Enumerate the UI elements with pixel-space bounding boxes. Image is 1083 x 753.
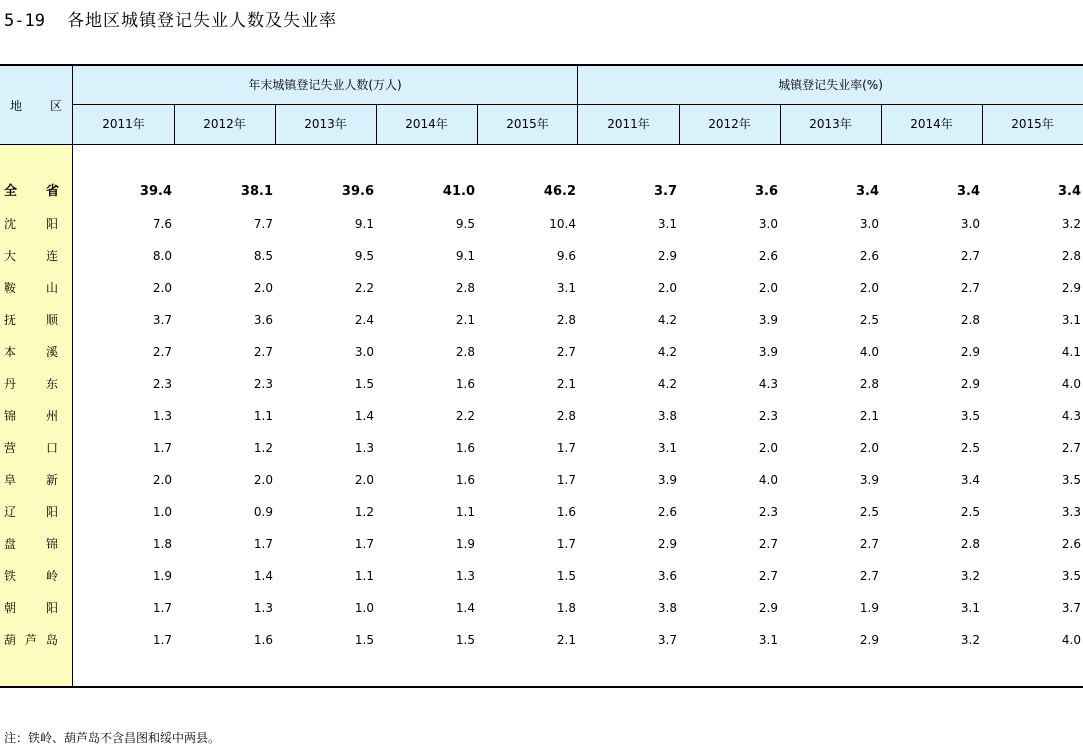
region-name bbox=[0, 400, 72, 432]
unemployment-rate-cell: 4.0 bbox=[859, 345, 879, 359]
unemployment-rate-cell: 3.0 bbox=[859, 217, 879, 231]
unemployment-rate-cell: 3.4 bbox=[1057, 184, 1081, 199]
rate-year-header: 2012年 bbox=[708, 117, 751, 131]
unemployed-count-cell: 1.7 bbox=[152, 441, 172, 455]
unemployment-rate-cell: 3.9 bbox=[758, 345, 778, 359]
region-name bbox=[0, 464, 72, 496]
unemployed-count-cell: 1.8 bbox=[152, 537, 172, 551]
unemployed-count-cell: 1.4 bbox=[455, 601, 475, 615]
region-header bbox=[0, 66, 72, 144]
unemployed-count-cell: 1.7 bbox=[253, 537, 273, 551]
region-name-char: 葫 bbox=[4, 633, 17, 647]
unemployed-count-cell: 1.6 bbox=[455, 441, 475, 455]
unemployed-count-cell: 1.9 bbox=[152, 569, 172, 583]
region-name-char: 溪 bbox=[46, 345, 59, 359]
unemployment-rate-cell: 2.8 bbox=[859, 377, 879, 391]
unemployed-count-cell: 9.5 bbox=[354, 249, 374, 263]
unemployment-rate-cell: 2.6 bbox=[758, 249, 778, 263]
region-name-char: 锦 bbox=[4, 409, 17, 423]
region-name-char: 阳 bbox=[46, 505, 59, 519]
unemployment-rate-cell: 2.7 bbox=[960, 281, 980, 295]
table-row bbox=[0, 432, 1083, 464]
unemployed-count-cell: 1.3 bbox=[354, 441, 374, 455]
unemployed-count-cell: 1.3 bbox=[253, 601, 273, 615]
unemployment-rate-cell: 2.8 bbox=[960, 537, 980, 551]
unemployment-rate-cell: 3.5 bbox=[1061, 473, 1081, 487]
region-name-char: 阳 bbox=[46, 601, 59, 615]
unemployed-count-cell: 1.1 bbox=[455, 505, 475, 519]
unemployed-count-cell: 2.1 bbox=[455, 313, 475, 327]
unemployment-rate-cell: 3.5 bbox=[960, 409, 980, 423]
unemployment-rate-cell: 2.9 bbox=[758, 601, 778, 615]
unemployed-count-cell: 3.6 bbox=[253, 313, 273, 327]
unemployed-count-cell: 1.7 bbox=[354, 537, 374, 551]
unemployed-count-cell: 39.4 bbox=[139, 184, 172, 199]
region-name-char: 岛 bbox=[46, 633, 59, 647]
unemployment-rate-cell: 4.0 bbox=[1061, 633, 1081, 647]
year-divider bbox=[477, 104, 478, 144]
region-name bbox=[0, 208, 72, 240]
year-divider bbox=[174, 104, 175, 144]
count-year-header: 2011年 bbox=[102, 117, 145, 131]
unemployed-count-cell: 2.1 bbox=[556, 377, 576, 391]
unemployment-rate-cell: 3.1 bbox=[960, 601, 980, 615]
unemployment-rate-cell: 3.6 bbox=[754, 184, 778, 199]
unemployment-rate-cell: 3.7 bbox=[657, 633, 677, 647]
unemployed-count-cell: 1.7 bbox=[152, 633, 172, 647]
unemployed-count-cell: 9.1 bbox=[455, 249, 475, 263]
unemployment-rate-cell: 3.1 bbox=[657, 217, 677, 231]
unemployed-count-cell: 1.5 bbox=[556, 569, 576, 583]
region-name-char: 新 bbox=[46, 473, 59, 487]
region-name bbox=[0, 272, 72, 304]
table-row bbox=[0, 240, 1083, 272]
year-divider bbox=[376, 104, 377, 144]
region-name-char: 铁 bbox=[4, 569, 17, 583]
region-name-char: 盘 bbox=[4, 537, 17, 551]
region-name-char: 抚 bbox=[4, 313, 17, 327]
unemployed-count-cell: 1.6 bbox=[556, 505, 576, 519]
unemployed-count-cell: 2.8 bbox=[556, 409, 576, 423]
unemployed-count-cell: 2.8 bbox=[455, 281, 475, 295]
unemployment-rate-cell: 1.9 bbox=[859, 601, 879, 615]
table-row bbox=[0, 496, 1083, 528]
region-name bbox=[0, 368, 72, 400]
unemployed-count-cell: 1.4 bbox=[253, 569, 273, 583]
unemployment-rate-cell: 2.0 bbox=[758, 441, 778, 455]
region-name-char: 阳 bbox=[46, 217, 59, 231]
unemployment-rate-cell: 4.2 bbox=[657, 313, 677, 327]
unemployed-count-cell: 1.5 bbox=[354, 633, 374, 647]
region-name-char: 沈 bbox=[4, 217, 17, 231]
region-header-char: 地 bbox=[10, 99, 23, 113]
unemployed-count-cell: 1.6 bbox=[455, 377, 475, 391]
year-divider bbox=[679, 104, 680, 144]
unemployment-rate-cell: 2.9 bbox=[657, 249, 677, 263]
unemployment-rate-cell: 4.0 bbox=[1061, 377, 1081, 391]
unemployed-count-cell: 2.4 bbox=[354, 313, 374, 327]
unemployed-count-cell: 10.4 bbox=[549, 217, 576, 231]
region-header-char: 区 bbox=[50, 99, 63, 113]
unemployment-rate-group-header: 城镇登记失业率(%) bbox=[778, 78, 883, 92]
unemployed-count-cell: 1.7 bbox=[556, 537, 576, 551]
unemployed-count-cell: 2.7 bbox=[556, 345, 576, 359]
unemployment-rate-cell: 4.1 bbox=[1061, 345, 1081, 359]
unemployment-rate-cell: 2.3 bbox=[758, 505, 778, 519]
table-row bbox=[0, 336, 1083, 368]
table-row bbox=[0, 304, 1083, 336]
table-number: 5-19 bbox=[4, 11, 45, 31]
unemployment-rate-cell: 2.7 bbox=[1061, 441, 1081, 455]
unemployed-count-cell: 9.6 bbox=[556, 249, 576, 263]
unemployed-count-cell: 1.1 bbox=[253, 409, 273, 423]
unemployed-count-cell: 1.0 bbox=[354, 601, 374, 615]
unemployed-count-cell: 2.2 bbox=[354, 281, 374, 295]
region-name-char: 全 bbox=[4, 184, 18, 199]
unemployment-rate-cell: 4.2 bbox=[657, 377, 677, 391]
region-name-char: 连 bbox=[46, 249, 59, 263]
unemployment-rate-cell: 2.7 bbox=[758, 537, 778, 551]
unemployment-rate-cell: 2.6 bbox=[1061, 537, 1081, 551]
table-title: 各地区城镇登记失业人数及失业率 bbox=[66, 11, 337, 31]
unemployed-count-cell: 1.8 bbox=[556, 601, 576, 615]
unemployment-rate-cell: 3.9 bbox=[758, 313, 778, 327]
table-row bbox=[0, 368, 1083, 400]
header-rule-2 bbox=[0, 144, 1083, 145]
table-row bbox=[0, 624, 1083, 656]
unemployed-count-cell: 1.7 bbox=[152, 601, 172, 615]
unemployed-count-cell: 3.1 bbox=[556, 281, 576, 295]
region-name bbox=[0, 528, 72, 560]
unemployed-count-cell: 1.6 bbox=[253, 633, 273, 647]
unemployment-rate-cell: 3.1 bbox=[758, 633, 778, 647]
unemployment-rate-cell: 2.9 bbox=[960, 345, 980, 359]
unemployed-count-group-header: 年末城镇登记失业人数(万人) bbox=[248, 78, 402, 92]
unemployment-rate-cell: 3.4 bbox=[956, 184, 980, 199]
unemployment-rate-cell: 4.2 bbox=[657, 345, 677, 359]
region-name-char: 营 bbox=[4, 441, 17, 455]
unemployed-count-cell: 8.5 bbox=[253, 249, 273, 263]
count-year-header: 2012年 bbox=[203, 117, 246, 131]
region-name-char: 丹 bbox=[4, 377, 17, 391]
unemployed-count-cell: 2.1 bbox=[556, 633, 576, 647]
region-name-char: 东 bbox=[46, 377, 59, 391]
unemployment-rate-cell: 2.0 bbox=[859, 281, 879, 295]
region-name-char: 辽 bbox=[4, 505, 17, 519]
region-name-char: 山 bbox=[46, 281, 59, 295]
unemployment-rate-cell: 3.4 bbox=[855, 184, 879, 199]
table-row bbox=[0, 592, 1083, 624]
count-year-header: 2015年 bbox=[506, 117, 549, 131]
unemployment-rate-cell: 2.6 bbox=[657, 505, 677, 519]
unemployed-count-cell: 38.1 bbox=[240, 184, 273, 199]
unemployed-count-cell: 2.0 bbox=[354, 473, 374, 487]
unemployed-count-cell: 1.3 bbox=[455, 569, 475, 583]
unemployment-rate-cell: 2.7 bbox=[859, 537, 879, 551]
unemployment-rate-cell: 2.9 bbox=[657, 537, 677, 551]
unemployment-rate-cell: 2.7 bbox=[859, 569, 879, 583]
region-name-char: 大 bbox=[4, 249, 17, 263]
year-divider bbox=[275, 104, 276, 144]
unemployment-rate-cell: 2.7 bbox=[960, 249, 980, 263]
rate-year-header: 2015年 bbox=[1011, 117, 1054, 131]
unemployment-rate-cell: 2.0 bbox=[758, 281, 778, 295]
unemployed-count-cell: 1.1 bbox=[354, 569, 374, 583]
region-name bbox=[0, 592, 72, 624]
data-table bbox=[0, 64, 1083, 688]
unemployment-rate-cell: 2.7 bbox=[758, 569, 778, 583]
table-row bbox=[0, 208, 1083, 240]
unemployment-rate-cell: 2.9 bbox=[1061, 281, 1081, 295]
unemployment-rate-cell: 3.7 bbox=[653, 184, 677, 199]
unemployed-count-cell: 1.7 bbox=[556, 473, 576, 487]
region-name bbox=[0, 176, 72, 208]
unemployment-rate-cell: 3.0 bbox=[758, 217, 778, 231]
unemployed-count-cell: 2.7 bbox=[253, 345, 273, 359]
unemployed-count-cell: 0.9 bbox=[253, 505, 273, 519]
unemployed-count-cell: 1.5 bbox=[455, 633, 475, 647]
unemployed-count-cell: 39.6 bbox=[341, 184, 374, 199]
unemployed-count-cell: 2.2 bbox=[455, 409, 475, 423]
region-name bbox=[0, 336, 72, 368]
unemployed-count-cell: 1.4 bbox=[354, 409, 374, 423]
unemployed-count-cell: 1.2 bbox=[253, 441, 273, 455]
unemployed-count-cell: 46.2 bbox=[543, 184, 576, 199]
unemployment-rate-cell: 2.0 bbox=[859, 441, 879, 455]
unemployed-count-cell: 2.3 bbox=[253, 377, 273, 391]
table-row bbox=[0, 400, 1083, 432]
count-year-header: 2014年 bbox=[405, 117, 448, 131]
unemployment-rate-cell: 3.2 bbox=[1061, 217, 1081, 231]
table-row bbox=[0, 464, 1083, 496]
unemployment-rate-cell: 4.3 bbox=[758, 377, 778, 391]
unemployed-count-cell: 2.0 bbox=[253, 281, 273, 295]
unemployment-rate-cell: 3.2 bbox=[960, 633, 980, 647]
year-divider bbox=[881, 104, 882, 144]
region-name-char: 芦 bbox=[25, 633, 38, 647]
unemployment-rate-cell: 2.5 bbox=[859, 313, 879, 327]
unemployment-rate-cell: 2.6 bbox=[859, 249, 879, 263]
unemployment-rate-cell: 2.3 bbox=[758, 409, 778, 423]
unemployed-count-cell: 2.0 bbox=[152, 281, 172, 295]
rate-year-header: 2014年 bbox=[910, 117, 953, 131]
unemployment-rate-cell: 3.3 bbox=[1061, 505, 1081, 519]
region-name-char: 朝 bbox=[4, 601, 17, 615]
unemployed-count-cell: 7.6 bbox=[152, 217, 172, 231]
unemployed-count-cell: 2.7 bbox=[152, 345, 172, 359]
unemployment-rate-cell: 3.2 bbox=[960, 569, 980, 583]
rate-year-header: 2011年 bbox=[607, 117, 650, 131]
unemployment-rate-cell: 2.1 bbox=[859, 409, 879, 423]
page-title bbox=[4, 6, 337, 31]
region-name-char: 口 bbox=[46, 441, 59, 455]
unemployed-count-cell: 2.8 bbox=[556, 313, 576, 327]
unemployment-rate-cell: 3.6 bbox=[657, 569, 677, 583]
unemployment-rate-cell: 4.0 bbox=[758, 473, 778, 487]
unemployed-count-cell: 2.8 bbox=[455, 345, 475, 359]
unemployed-count-cell: 1.0 bbox=[152, 505, 172, 519]
unemployed-count-cell: 1.6 bbox=[455, 473, 475, 487]
unemployment-rate-cell: 2.9 bbox=[960, 377, 980, 391]
region-name bbox=[0, 240, 72, 272]
unemployed-count-cell: 2.0 bbox=[253, 473, 273, 487]
region-name bbox=[0, 624, 72, 656]
region-name-char: 省 bbox=[46, 184, 60, 199]
unemployment-rate-cell: 4.3 bbox=[1061, 409, 1081, 423]
year-divider bbox=[982, 104, 983, 144]
unemployment-rate-cell: 2.8 bbox=[960, 313, 980, 327]
table-row bbox=[0, 272, 1083, 304]
unemployment-rate-cell: 3.7 bbox=[1061, 601, 1081, 615]
region-name bbox=[0, 560, 72, 592]
region-name-char: 顺 bbox=[46, 313, 59, 327]
unemployed-count-cell: 2.0 bbox=[152, 473, 172, 487]
unemployed-count-cell: 2.3 bbox=[152, 377, 172, 391]
region-name bbox=[0, 496, 72, 528]
unemployed-count-cell: 3.7 bbox=[152, 313, 172, 327]
unemployed-count-cell: 1.5 bbox=[354, 377, 374, 391]
unemployment-rate-cell: 2.9 bbox=[859, 633, 879, 647]
unemployed-count-cell: 9.1 bbox=[354, 217, 374, 231]
unemployed-count-cell: 1.2 bbox=[354, 505, 374, 519]
region-name bbox=[0, 432, 72, 464]
unemployed-count-cell: 1.7 bbox=[556, 441, 576, 455]
region-name-char: 岭 bbox=[46, 569, 59, 583]
region-name-char: 本 bbox=[4, 345, 17, 359]
region-name bbox=[0, 304, 72, 336]
unemployed-count-cell: 41.0 bbox=[442, 184, 475, 199]
unemployment-rate-cell: 2.5 bbox=[960, 505, 980, 519]
unemployment-rate-cell: 2.5 bbox=[859, 505, 879, 519]
unemployed-count-cell: 9.5 bbox=[455, 217, 475, 231]
count-year-header: 2013年 bbox=[304, 117, 347, 131]
unemployed-count-cell: 7.7 bbox=[253, 217, 273, 231]
unemployment-rate-cell: 3.0 bbox=[960, 217, 980, 231]
unemployed-count-cell: 3.0 bbox=[354, 345, 374, 359]
table-row bbox=[0, 560, 1083, 592]
unemployment-rate-cell: 3.5 bbox=[1061, 569, 1081, 583]
unemployment-rate-cell: 3.1 bbox=[657, 441, 677, 455]
unemployment-rate-cell: 3.1 bbox=[1061, 313, 1081, 327]
region-name-char: 锦 bbox=[46, 537, 59, 551]
year-divider bbox=[780, 104, 781, 144]
table-row bbox=[0, 176, 1083, 208]
table-row bbox=[0, 528, 1083, 560]
footnote: 注：铁岭、葫芦岛不含昌图和绥中两县。 bbox=[4, 731, 221, 745]
region-name-char: 州 bbox=[46, 409, 59, 423]
unemployed-count-cell: 1.3 bbox=[152, 409, 172, 423]
unemployment-rate-cell: 3.8 bbox=[657, 409, 677, 423]
unemployed-count-cell: 8.0 bbox=[152, 249, 172, 263]
unemployment-rate-cell: 3.9 bbox=[657, 473, 677, 487]
region-name-char: 阜 bbox=[4, 473, 17, 487]
rate-year-header: 2013年 bbox=[809, 117, 852, 131]
unemployment-rate-cell: 3.4 bbox=[960, 473, 980, 487]
unemployment-rate-cell: 3.8 bbox=[657, 601, 677, 615]
unemployment-rate-cell: 2.8 bbox=[1061, 249, 1081, 263]
table-bottom-rule bbox=[0, 686, 1083, 688]
unemployment-rate-cell: 3.9 bbox=[859, 473, 879, 487]
unemployed-count-cell: 1.9 bbox=[455, 537, 475, 551]
unemployment-rate-cell: 2.0 bbox=[657, 281, 677, 295]
region-name-char: 鞍 bbox=[4, 281, 17, 295]
unemployment-rate-cell: 2.5 bbox=[960, 441, 980, 455]
